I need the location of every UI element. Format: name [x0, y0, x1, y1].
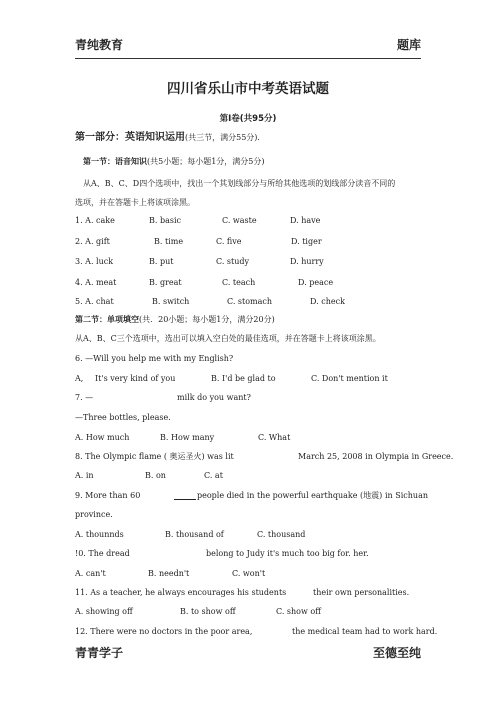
intro1-line-a: 从A、B、C、D四个选项中，找出一个其划线部分与所给其他选项的划线部分读音不同的 [83, 179, 396, 188]
q6-option-c: C. Don't mention it [311, 374, 388, 383]
q5-option-d: D. check [310, 297, 345, 306]
q9-option-a: A. thounnds [75, 530, 124, 539]
page-footer [75, 644, 421, 660]
q3-option-c: C. study [216, 257, 250, 266]
intro2-line: 从A、B、C三个选项中，选出可以填入空白处的最佳选项，并在答题卡上将该项涂黑。 [75, 334, 381, 343]
q7-text: milk do you want? [177, 393, 251, 402]
q10-text-a: !0. The dread [75, 549, 130, 558]
q5-option-b: B. switch [152, 297, 190, 306]
q11-option-a: A. showing off [75, 607, 133, 616]
q8-text-b: March 25, 2008 in Olympia in Greece. [298, 452, 454, 461]
section2-note: (共．20小题；每小题1分，满分20分) [139, 315, 275, 324]
footer-right-text: 至德至纯 [372, 646, 421, 660]
q12-text-a: 12. There were no doctors in the poor area, [75, 627, 253, 636]
q3-option-a: 3. A. luck [75, 257, 114, 266]
part1-heading [75, 133, 265, 143]
q10-option-a: A. can't [75, 569, 106, 578]
q1-option-a: 1. A. cake [75, 216, 115, 225]
q1-option-c: C. waste [222, 216, 257, 225]
q1-option-d: D. have [290, 216, 321, 225]
q8-option-b: B. on [145, 471, 166, 480]
q9-option-c: C. thousand [257, 530, 306, 539]
q12-text-b: the medical team had to work hard. [292, 627, 438, 636]
q7-option-c: C. What [258, 433, 291, 442]
q2-option-a: 2. A. gift [75, 237, 110, 246]
exam-subtitle: 第I卷(共95分) [219, 114, 277, 124]
q11-option-b: B. to show off [180, 607, 236, 616]
q9-blank [174, 491, 196, 503]
section2-heading [75, 315, 275, 325]
q10-option-c: C. won't [232, 569, 266, 578]
part1-note: (共三节，满分55分)． [185, 133, 266, 142]
q9-option-b: B. thousand of [165, 530, 224, 539]
page-header [75, 36, 421, 59]
q2-option-c: C. five [216, 237, 242, 246]
q4-option-d: D. peace [298, 278, 334, 287]
q6-stem: 6. —Will you help me with my English? [75, 354, 234, 363]
q5-option-c: C. stomach [227, 297, 273, 306]
q8-option-c: C. at [204, 471, 223, 480]
q7-option-b: B. How many [160, 433, 215, 442]
q3-option-b: B. put [149, 257, 174, 266]
exam-title: 四川省乐山市中考英语试题 [167, 81, 329, 97]
q2-option-d: D. tiger [291, 237, 322, 246]
q9-text-a: 9. More than 60 [75, 491, 141, 500]
q11-option-c: C. show off [276, 607, 321, 616]
q6-option-a-label: A, [75, 374, 84, 383]
q8-text-a: 8. The Olympic flame ( 奥运圣火) was lit [75, 452, 234, 461]
q9-text-c: in Sichuan [385, 491, 428, 500]
q7-option-a: A. How much [75, 433, 130, 442]
q5-option-a: 5. A. chat [75, 297, 114, 306]
section2-label: 第二节：单项填空 [75, 315, 139, 324]
q4-option-c: C. teach [222, 278, 256, 287]
q9-continuation: province. [75, 510, 113, 519]
q10-option-b: B. needn't [148, 569, 190, 578]
q6-option-a: It's very kind of you [95, 374, 176, 383]
q10-text-b: belong to Judy it's much too big for. her. [206, 549, 369, 558]
q4-option-a: 4. A. meat [75, 278, 117, 287]
q3-option-d: D. hurry [290, 257, 324, 266]
section1-heading [83, 157, 265, 167]
q2-option-b: B. time [154, 237, 184, 246]
q11-text-b: their own personalities. [313, 588, 410, 597]
section1-label: 第一节：语音知识 [83, 157, 147, 166]
q8-option-a: A. in [75, 471, 94, 480]
q7-reply: —Three bottles, please. [75, 413, 171, 422]
header-left-text: 青纯教育 [75, 38, 124, 52]
section1-note: (共5小题；每小题1分，满分5分) [147, 157, 265, 166]
q1-option-b: B. basic [149, 216, 181, 225]
q4-option-b: B. great [149, 278, 182, 287]
header-right-text: 题库 [396, 38, 421, 52]
part1-label: 第一部分：英语知识运用 [75, 132, 185, 143]
q11-text-a: 11. As a teacher, he always encourages his students [75, 588, 287, 597]
q7-number: 7. — [75, 393, 94, 402]
q6-option-b: B. I'd be glad to [211, 374, 276, 383]
footer-left-text: 青青学子 [75, 646, 124, 660]
intro1-line-b: 选项，并在答题卡上将该项涂黑。 [75, 198, 195, 207]
q9-text-b: people died in the powerful earthquake (地震) [197, 491, 383, 500]
